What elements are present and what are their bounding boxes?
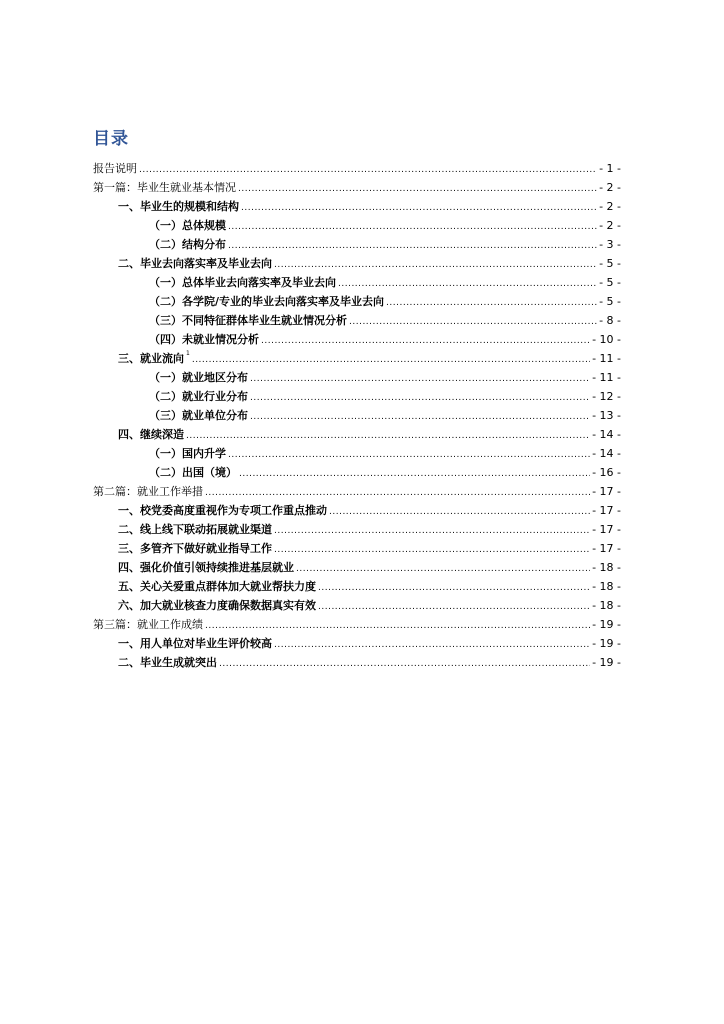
toc-entry-page: - 8 -	[599, 314, 621, 327]
toc-entry-page: - 17 -	[592, 485, 621, 498]
toc-entry[interactable]	[93, 387, 621, 406]
toc-entry[interactable]	[93, 539, 621, 558]
dot-leader	[318, 598, 590, 617]
toc-entry[interactable]	[93, 406, 621, 425]
toc-entry-page: - 14 -	[592, 447, 621, 460]
toc-entry-text: （二）结构分布	[149, 238, 226, 251]
toc-entry[interactable]	[93, 368, 621, 387]
toc-entry-page: - 2 -	[599, 200, 621, 213]
toc-entry-text: （二）各学院/专业的毕业去向落实率及毕业去向	[149, 295, 385, 308]
toc-title: 目录	[93, 129, 129, 149]
toc-entry[interactable]	[93, 615, 621, 634]
dot-leader	[238, 180, 597, 199]
toc-entry-page: - 18 -	[592, 599, 621, 612]
dot-leader	[274, 522, 590, 541]
toc-entry-page: - 5 -	[599, 276, 621, 289]
toc-entry-text: （一）总体毕业去向落实率及毕业去向	[149, 276, 336, 289]
toc-entry-text: 三、多管齐下做好就业指导工作	[118, 542, 272, 555]
toc-entry[interactable]	[93, 501, 621, 520]
toc-entry-text: 二、毕业生成就突出	[118, 656, 217, 669]
dot-leader	[228, 218, 597, 237]
dot-leader	[241, 199, 597, 218]
dot-leader	[349, 313, 597, 332]
toc-entry-page: - 13 -	[592, 409, 621, 422]
dot-leader	[318, 579, 590, 598]
toc-entry-text: （三）就业单位分布	[149, 409, 248, 422]
toc-entry[interactable]	[93, 444, 621, 463]
dot-leader	[386, 294, 597, 313]
toc-entry[interactable]	[93, 558, 621, 577]
toc-entry-text: 四、继续深造	[118, 428, 184, 441]
footnote-marker[interactable]: 1	[186, 350, 190, 357]
toc-entry-page: - 14 -	[592, 428, 621, 441]
dot-leader	[250, 389, 590, 408]
toc-entry-text: （一）国内升学	[149, 447, 226, 460]
toc-entry-page: - 10 -	[592, 333, 621, 346]
toc-entry-page: - 11 -	[592, 352, 621, 365]
toc-entry[interactable]	[93, 159, 621, 178]
toc-entry-text: 一、用人单位对毕业生评价较高	[118, 637, 272, 650]
toc-entry-text: 五、关心关爱重点群体加大就业帮扶力度	[118, 580, 316, 593]
toc-entry-page: - 2 -	[599, 219, 621, 232]
dot-leader	[329, 503, 590, 522]
dot-leader	[239, 465, 590, 484]
toc-entry-text: 第一篇：毕业生就业基本情况	[93, 181, 236, 194]
toc-entry-page: - 3 -	[599, 238, 621, 251]
toc-entry-page: - 18 -	[592, 561, 621, 574]
toc-entry-text: 三、就业流向 $^1$	[118, 350, 190, 365]
dot-leader	[186, 427, 590, 446]
toc-entry-page: - 1 -	[599, 162, 621, 175]
toc-entry[interactable]	[93, 273, 621, 292]
toc-entry-page: - 17 -	[592, 504, 621, 517]
toc-entry-text: （一）总体规模	[149, 219, 226, 232]
toc-entry-text: （二）出国（境）	[149, 466, 237, 479]
dot-leader	[228, 237, 597, 256]
toc-entry[interactable]	[93, 634, 621, 653]
toc-entry-page: - 11 -	[592, 371, 621, 384]
toc-entry[interactable]	[93, 311, 621, 330]
toc-entry[interactable]	[93, 178, 621, 197]
dot-leader	[250, 408, 590, 427]
toc-entry-text: 第二篇：就业工作举措	[93, 485, 203, 498]
toc-entry[interactable]	[93, 577, 621, 596]
toc-entry-page: - 17 -	[592, 542, 621, 555]
toc-entry-page: - 16 -	[592, 466, 621, 479]
dot-leader	[274, 541, 590, 560]
toc-entry[interactable]	[93, 463, 621, 482]
toc-entry[interactable]	[93, 425, 621, 444]
toc-entry-text: 二、毕业去向落实率及毕业去向	[118, 257, 272, 270]
toc-entry-page: - 5 -	[599, 295, 621, 308]
toc-entry[interactable]	[93, 520, 621, 539]
toc-entry-page: - 19 -	[592, 656, 621, 669]
toc-entry[interactable]	[93, 330, 621, 349]
toc-entry-text: （四）未就业情况分析	[149, 333, 259, 346]
dot-leader	[228, 446, 590, 465]
toc-entry-page: - 17 -	[592, 523, 621, 536]
dot-leader	[274, 636, 590, 655]
toc-entry[interactable]	[93, 596, 621, 615]
toc-entry-text: （一）就业地区分布	[149, 371, 248, 384]
toc-entry[interactable]	[93, 653, 621, 672]
toc-entry-text: 一、校党委高度重视作为专项工作重点推动	[118, 504, 327, 517]
toc-entry[interactable]	[93, 349, 621, 368]
toc-entry[interactable]	[93, 197, 621, 216]
toc-entry[interactable]	[93, 216, 621, 235]
toc-entry-text: （二）就业行业分布	[149, 390, 248, 403]
dot-leader	[296, 560, 590, 579]
table-of-contents	[93, 159, 621, 672]
toc-entry-text: 六、加大就业核查力度确保数据真实有效	[118, 599, 316, 612]
dot-leader	[219, 655, 590, 674]
dot-leader	[250, 370, 590, 389]
toc-entry-text: （三）不同特征群体毕业生就业情况分析	[149, 314, 347, 327]
toc-entry-page: - 19 -	[592, 618, 621, 631]
toc-entry-text: 一、毕业生的规模和结构	[118, 200, 239, 213]
toc-entry-text: 四、强化价值引领持续推进基层就业	[118, 561, 294, 574]
dot-leader	[261, 332, 590, 351]
toc-entry[interactable]	[93, 482, 621, 501]
toc-entry-text: 二、线上线下联动拓展就业渠道	[118, 523, 272, 536]
toc-entry-text: 报告说明	[93, 162, 137, 175]
toc-entry-page: - 18 -	[592, 580, 621, 593]
toc-entry-text: 第三篇：就业工作成绩	[93, 618, 203, 631]
toc-entry-page: - 12 -	[592, 390, 621, 403]
dot-leader	[192, 351, 590, 370]
toc-entry[interactable]	[93, 235, 621, 254]
toc-entry-page: - 19 -	[592, 637, 621, 650]
toc-entry[interactable]	[93, 254, 621, 273]
toc-entry-page: - 5 -	[599, 257, 621, 270]
toc-entry-page: - 2 -	[599, 181, 621, 194]
toc-entry[interactable]	[93, 292, 621, 311]
